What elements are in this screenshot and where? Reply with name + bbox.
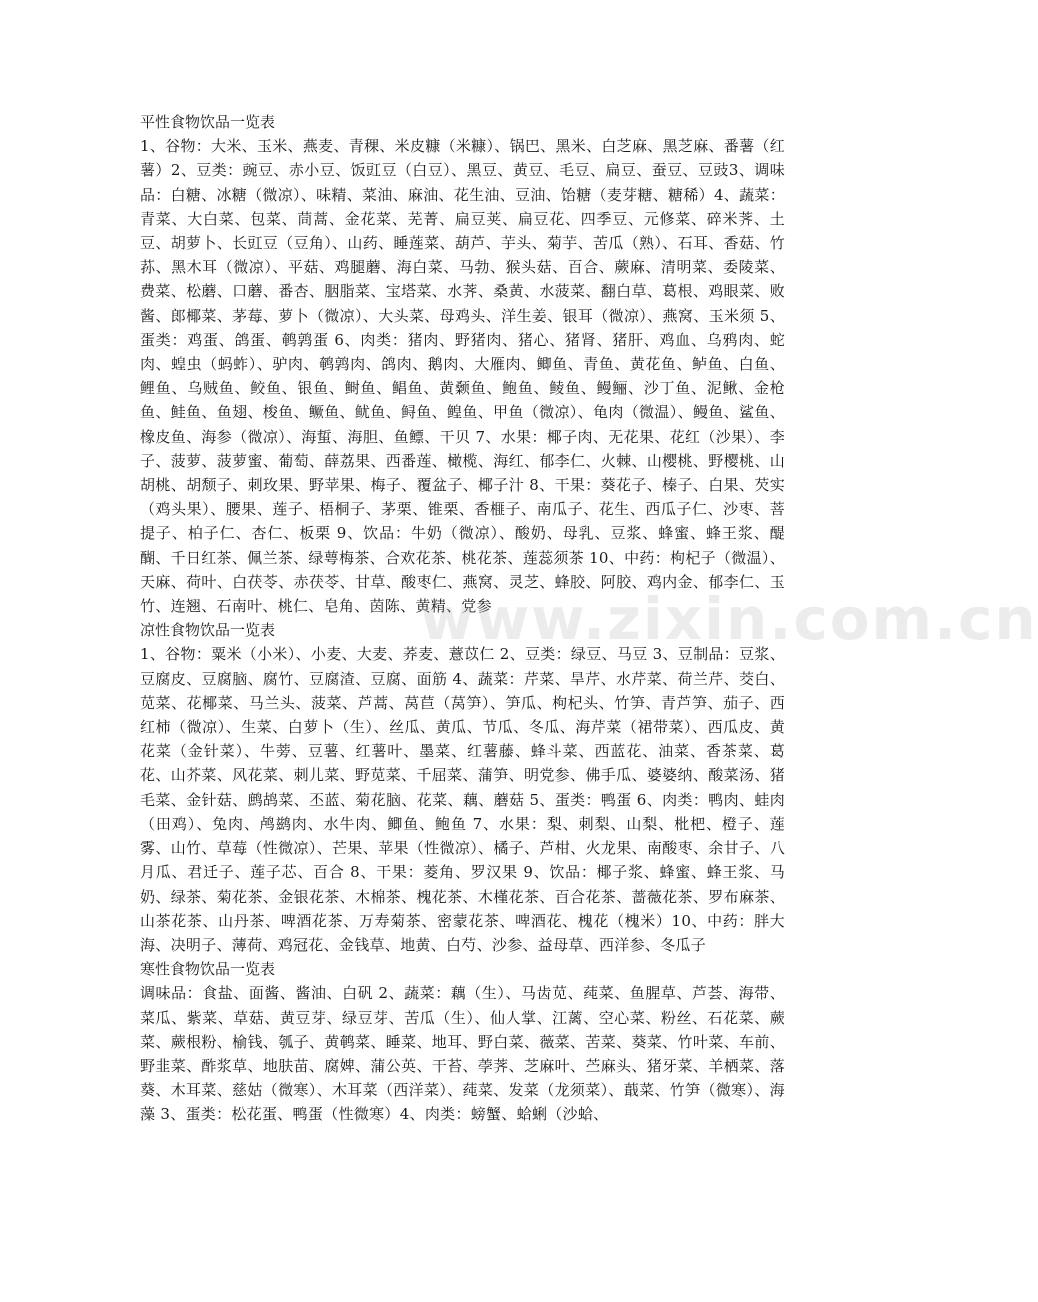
section-body-cold: 调味品：食盐、面酱、酱油、白矾 2、蔬菜：藕（生）、马齿苋、莼菜、鱼腥草、芦荟、海带、菜瓜、紫菜、草菇、黄豆芽、绿豆芽、苦瓜（生）、仙人掌、江蓠、空心菜、粉丝、石花菜、蕨菜、蕨根粉、榆钱、瓠子、黄鹌菜、睡菜、地耳、野白菜、薇菜、苦菜、葵菜、竹叶菜、车前、野韭菜、酢浆草、地肤苗、腐婢、蒲公英、干苔、荸荠、芝麻叶、苎麻头、猪牙菜、羊栖菜、落葵、木耳菜、慈姑（微寒）、木耳菜（西洋菜）、莼菜、发菜（龙须菜）、蕺菜、竹笋（微寒）、海藻 3、蛋类：松花蛋、鸭蛋（性微寒）4、肉类：螃蟹、蛤蜊（沙蛤、: [140, 984, 785, 1124]
section-title-cool: 凉性食物饮品一览表: [140, 621, 276, 640]
section-body-neutral: 1、谷物：大米、玉米、燕麦、青稞、米皮糠（米糠）、锅巴、黑米、白芝麻、黑芝麻、番薯（红薯）2、豆类：豌豆、赤小豆、饭豇豆（白豆）、黑豆、黄豆、毛豆、扁豆、蚕豆、豆豉3、调味品：白糖、冰糖（微凉）、味精、菜油、麻油、花生油、豆油、饴糖（麦芽糖、糖稀）4、蔬菜：青菜、大白菜、包菜、茼蒿、金花菜、芜菁、扁豆荚、扁豆花、四季豆、元修菜、碎米荠、土豆、胡萝卜、长豇豆（豆角）、山药、睡莲菜、葫芦、芋头、菊芋、苦瓜（熟）、石耳、香菇、竹荪、黑木耳（微凉）、平菇、鸡腿蘑、海白菜、马勃、猴头菇、百合、蕨麻、清明菜、委陵菜、费菜、松蘑、口蘑、番杏、胭脂菜、宝塔菜、水荠、桑黄、水菠菜、翻白草、葛根、鸡眼菜、败酱、郎椰菜、茅莓、萝卜（微凉）、大头菜、母鸡头、洋生姜、银耳（微凉）、燕窝、玉米须 5、蛋类：鸡蛋、鸽蛋、鹌鹑蛋 6、肉类：猪肉、野猪肉、猪心、猪肾、猪肝、鸡血、乌鸦肉、蛇肉、蝗虫（蚂蚱）、驴肉、鹌鹑肉、鸽肉、鹅肉、大雁肉、鲫鱼、青鱼、黄花鱼、鲈鱼、白鱼、鲤鱼、乌贼鱼、鲛鱼、银鱼、鲥鱼、鲳鱼、黄颡鱼、鲍鱼、鲮鱼、鳗鲡、沙丁鱼、泥鳅、金枪鱼、鲑鱼、鱼翅、梭鱼、鳜鱼、鱿鱼、鲟鱼、鳇鱼、甲鱼（微凉）、龟肉（微温）、鳗鱼、鲨鱼、橡皮鱼、海参（微凉）、海蜇、海胆、鱼鳔、干贝 7、水果：椰子肉、无花果、花红（沙果）、李子、菠萝、菠萝蜜、葡萄、薛荔果、西番莲、橄榄、海红、郁李仁、火棘、山樱桃、野樱桃、山胡桃、胡颓子、刺玫果、野苹果、梅子、覆盆子、椰子汁 8、干果：葵花子、榛子、白果、芡实（鸡头果）、腰果、莲子、梧桐子、茅栗、锥栗、香榧子、南瓜子、花生、西瓜子仁、沙枣、菩提子、柏子仁、杏仁、板栗 9、饮品：牛奶（微凉）、酸奶、母乳、豆浆、蜂蜜、蜂王浆、醍醐、千日红茶、佩兰茶、绿萼梅茶、合欢花茶、桃花茶、莲蕊须茶 10、中药：枸杞子（微温）、天麻、荷叶、白茯苓、赤茯苓、甘草、酸枣仁、燕窝、灵芝、蜂胶、阿胶、鸡内金、郁李仁、玉竹、连翘、石南叶、桃仁、皂角、茵陈、黄精、党参: [140, 137, 785, 616]
document-page: [140, 110, 785, 1127]
section-body-cool: 1、谷物：粟米（小米）、小麦、大麦、荞麦、薏苡仁 2、豆类：绿豆、马豆 3、豆制品：豆浆、豆腐皮、豆腐脑、腐竹、豆腐渣、豆腐、面筋 4、蔬菜：芹菜、旱芹、水芹菜、荷兰芹、茭白、苋菜、花椰菜、马兰头、菠菜、芦蒿、莴苣（莴笋）、笋瓜、枸杞头、竹笋、青芦笋、茄子、西红柿（微凉）、生菜、白萝卜（生）、丝瓜、黄瓜、节瓜、冬瓜、海芹菜（裙带菜）、西瓜皮、黄花菜（金针菜）、牛蒡、豆薯、红薯叶、墨菜、红薯藤、蜂斗菜、西蓝花、油菜、香茶菜、葛花、山芥菜、风花菜、刺儿菜、野苋菜、千屈菜、蒲笋、明党参、佛手瓜、婆婆纳、酸菜汤、猪毛菜、金针菇、鹧鸪菜、丕蓝、菊花脑、花菜、藕、蘑菇 5、蛋类：鸭蛋 6、肉类：鸭肉、蛙肉（田鸡）、兔肉、鸬鹚肉、水牛肉、鲫鱼、鲍鱼 7、水果：梨、刺梨、山梨、枇杷、橙子、莲雾、山竹、草莓（性微凉）、芒果、苹果（性微凉）、橘子、芦柑、火龙果、南酸枣、余甘子、八月瓜、君迁子、莲子芯、百合 8、干果：菱角、罗汉果 9、饮品：椰子浆、蜂蜜、蜂王浆、马奶、绿茶、菊花茶、金银花茶、木棉茶、槐花茶、木槿花茶、百合花茶、蔷薇花茶、罗布麻茶、山茶花茶、山丹茶、啤酒花茶、万寿菊茶、密蒙花茶、啤酒花、槐花（槐米）10、中药：胖大海、决明子、薄荷、鸡冠花、金钱草、地黄、白芍、沙参、益母草、西洋参、冬瓜子: [140, 645, 785, 954]
section-title-neutral: 平性食物饮品一览表: [140, 113, 276, 131]
watermark: www.zixin.com.cn: [420, 585, 1038, 653]
section-title-cold: 寒性食物饮品一览表: [140, 960, 276, 979]
